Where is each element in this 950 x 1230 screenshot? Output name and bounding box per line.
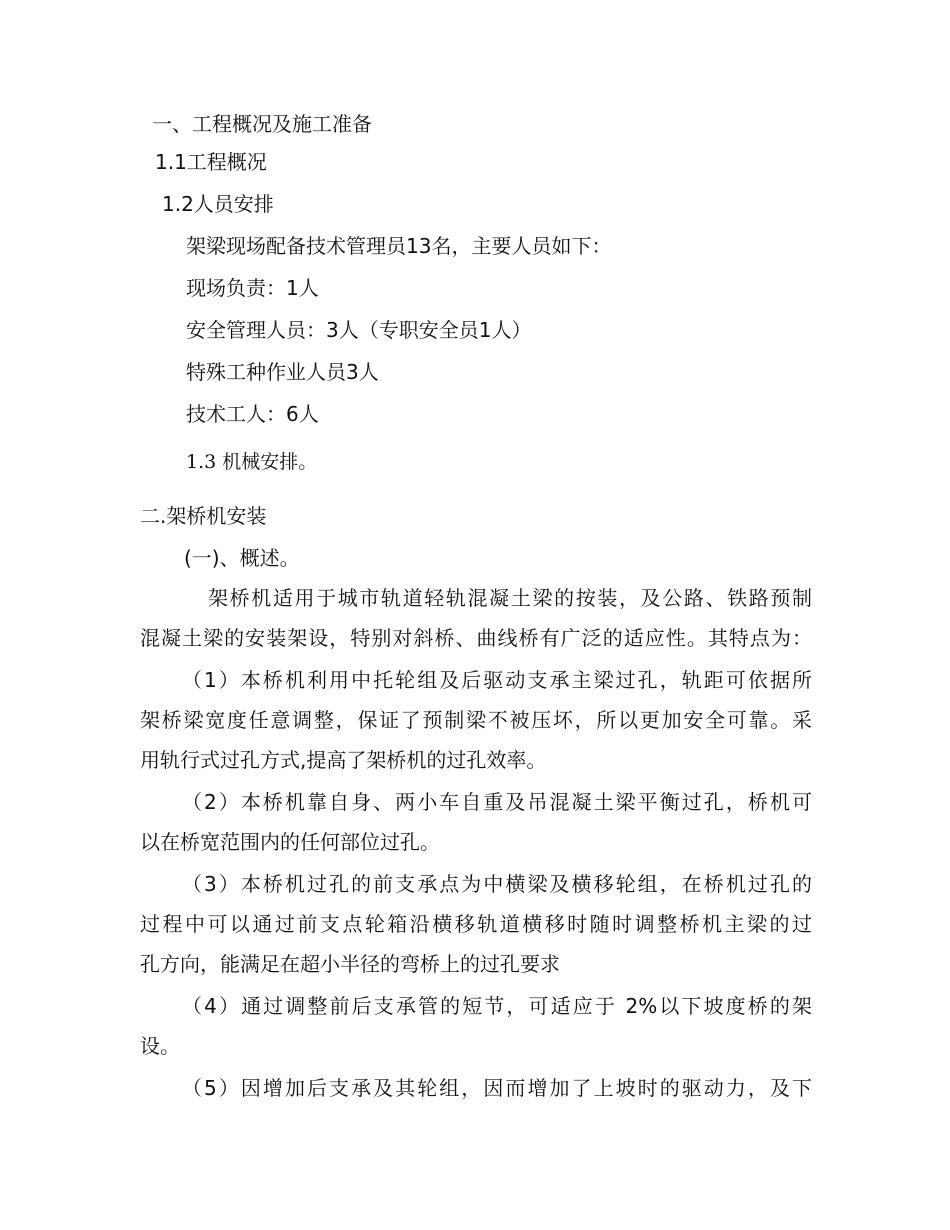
staff-item-site-lead: 现场负责：1人 [186,276,319,300]
heading-1-3: 1.3 机械安排。 [186,451,318,473]
staff-item-special-trades: 特殊工种作业人员3人 [186,360,379,384]
overview-p2-line-2: 以在桥宽范围内的任何部位过孔。 [140,830,440,854]
heading-1-1: 1.1工程概况 [155,150,267,174]
staff-item-safety: 安全管理人员：3人（专职安全员1人） [186,318,532,342]
overview-p0-line-1: 架桥机适用于城市轨道轻轨混凝土梁的按装，及公路、铁路预制 [208,586,812,610]
overview-p3-line-1: （3）本桥机过孔的前支承点为中横梁及横移轮组，在桥机过孔的 [182,872,812,896]
overview-p1-line-1: （1）本桥机利用中托轮组及后驱动支承主梁过孔，轨距可依据所 [182,668,812,692]
overview-p3-line-2: 过程中可以通过前支点轮箱沿横移轨道横移时随时调整桥机主梁的过 [140,912,812,936]
overview-p0-line-2: 混凝土梁的安装架设，特别对斜桥、曲线桥有广泛的适应性。其特点为： [140,626,812,650]
overview-p4-line-2: 设。 [140,1034,180,1058]
section-heading-2: 二.架桥机安装 [140,504,267,528]
overview-p3-line-3: 孔方向，能满足在超小半径的弯桥上的过孔要求 [140,952,560,976]
overview-p5-line-1: （5）因增加后支承及其轮组，因而增加了上坡时的驱动力，及下 [182,1076,812,1100]
overview-p4-line-1: （4）通过调整前后支承管的短节，可适应于 2%以下坡度桥的架 [182,994,812,1018]
overview-p1-line-2: 架桥梁宽度任意调整，保证了预制梁不被压坏，所以更加安全可靠。采 [140,708,812,732]
section-heading-1: 一、工程概况及施工准备 [152,112,372,136]
staff-item-technicians: 技术工人：6人 [186,402,319,426]
heading-1-2: 1.2人员安排 [162,192,274,216]
subheading-overview: (一)、概述。 [184,546,300,570]
overview-p2-line-1: （2）本桥机靠自身、两小车自重及吊混凝土梁平衡过孔，桥机可 [182,790,812,814]
staff-intro: 架梁现场配备技术管理员13名，主要人员如下： [186,234,612,258]
overview-p1-line-3: 用轨行式过孔方式,提高了架桥机的过孔效率。 [140,748,547,772]
